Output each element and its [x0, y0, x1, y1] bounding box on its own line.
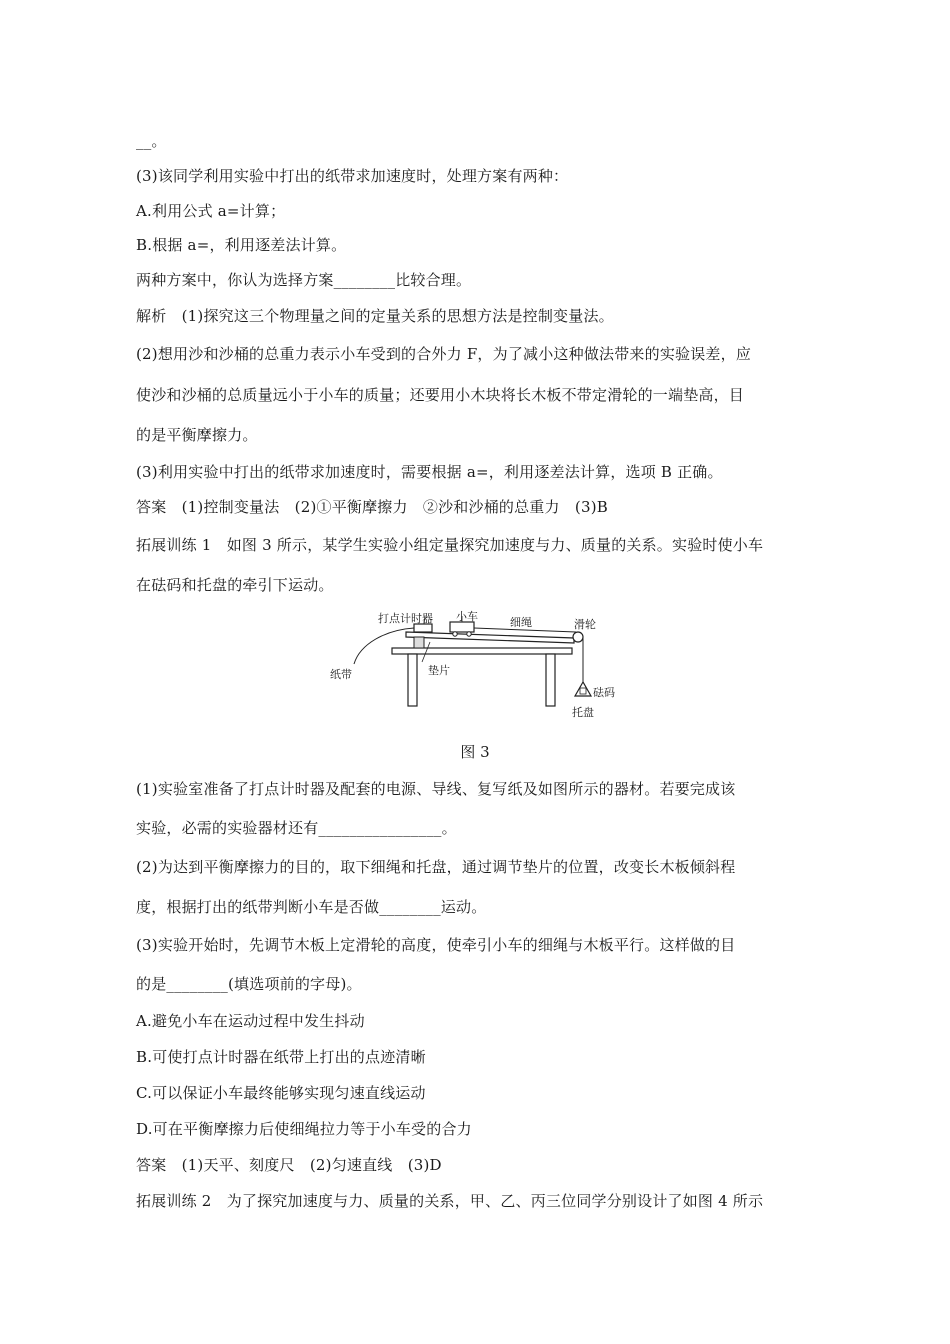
- question-line: 两种方案中，你认为选择方案________比较合理。: [136, 271, 472, 289]
- figure-caption: 图 3: [460, 743, 490, 761]
- exercise-1-line-1: 拓展训练 1 如图 3 所示，某学生实验小组定量探究加速度与力、质量的关系。实验时使小车: [136, 536, 764, 554]
- answer-line-1: 答案 (1)控制变量法 (2)①平衡摩擦力 ②沙和沙桶的总重力 (3)B: [136, 498, 608, 516]
- analysis-line-2: (2)想用沙和沙桶的总重力表示小车受到的合外力 F，为了减小这种做法带来的实验误差，应: [136, 345, 752, 363]
- q2-line-1: (2)为达到平衡摩擦力的目的，取下细绳和托盘，通过调节垫片的位置，改变长木板倾斜程: [136, 858, 736, 876]
- label-rope: 细绳: [510, 616, 532, 629]
- answer-line-2: 答案 (1)天平、刻度尺 (2)匀速直线 (3)D: [136, 1156, 442, 1174]
- analysis-line-4: 的是平衡摩擦力。: [136, 426, 258, 444]
- choice-d: D.可在平衡摩擦力后使细绳拉力等于小车受的合力: [136, 1120, 472, 1138]
- text-line-1: __。: [136, 132, 167, 150]
- choice-a: A.避免小车在运动过程中发生抖动: [136, 1012, 365, 1030]
- label-cart: 小车: [456, 610, 478, 623]
- q3-line-1: (3)实验开始时，先调节木板上定滑轮的高度，使牵引小车的细绳与木板平行。这样做的目: [136, 936, 736, 954]
- analysis-line-5: (3)利用实验中打出的纸带求加速度时，需要根据 a=，利用逐差法计算，选项 B 正确。: [136, 463, 723, 481]
- choice-c: C.可以保证小车最终能够实现匀速直线运动: [136, 1084, 426, 1102]
- exercise-1-line-2: 在砝码和托盘的牵引下运动。: [136, 576, 334, 594]
- q1-line-1: (1)实验室准备了打点计时器及配套的电源、导线、复写纸及如图所示的器材。若要完成该: [136, 780, 736, 798]
- label-tape: 纸带: [330, 668, 352, 681]
- label-shim: 垫片: [428, 664, 450, 677]
- option-a: A.利用公式 a=计算；: [136, 202, 286, 220]
- label-tray: 托盘: [572, 706, 594, 719]
- label-timer: 打点计时器: [378, 612, 433, 625]
- text-line-2: (3)该同学利用实验中打出的纸带求加速度时，处理方案有两种：: [136, 167, 569, 185]
- choice-b: B.可使打点计时器在纸带上打出的点迹清晰: [136, 1048, 426, 1066]
- analysis-line-3: 使沙和沙桶的总质量远小于小车的质量；还要用小木块将长木板不带定滑轮的一端垫高，目: [136, 386, 745, 404]
- q3-line-2: 的是________(填选项前的字母)。: [136, 975, 362, 993]
- apparatus-diagram: [330, 604, 630, 730]
- label-weight: 砝码: [593, 686, 615, 699]
- option-b: B.根据 a=，利用逐差法计算。: [136, 236, 347, 254]
- label-pulley: 滑轮: [574, 618, 596, 631]
- q1-line-2: 实验，必需的实验器材还有________________。: [136, 819, 457, 837]
- exercise-2-line-1: 拓展训练 2 为了探究加速度与力、质量的关系，甲、乙、丙三位同学分别设计了如图 4 所示: [136, 1192, 764, 1210]
- q2-line-2: 度，根据打出的纸带判断小车是否做________运动。: [136, 898, 487, 916]
- analysis-line-1: 解析 (1)探究这三个物理量之间的定量关系的思想方法是控制变量法。: [136, 307, 614, 325]
- figure-3-apparatus: [330, 604, 630, 730]
